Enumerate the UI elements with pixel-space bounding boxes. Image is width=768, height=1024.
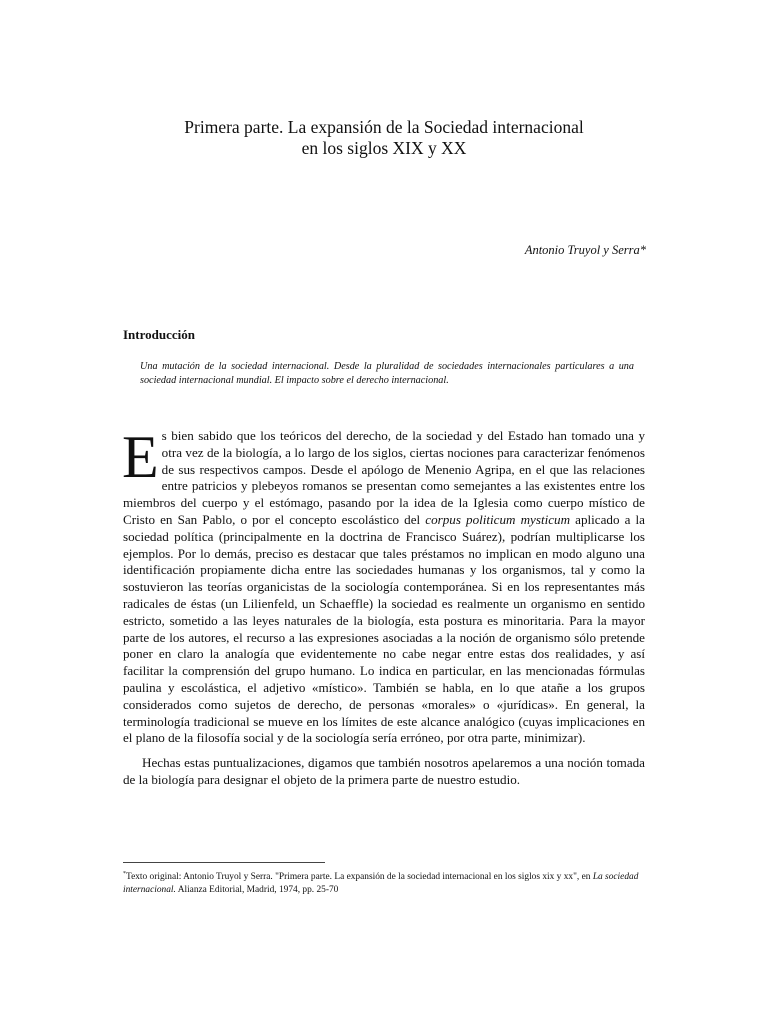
title-line-1: Primera parte. La expansión de la Sociedad internacional <box>184 117 584 137</box>
section-abstract: Una mutación de la sociedad internacional. Desde la pluralidad de sociedades internacionales particulares a una sociedad internacional mundial. El impacto sobre el derecho internacional. <box>140 361 634 386</box>
footnote-divider <box>123 862 325 863</box>
author-name: Antonio Truyol y Serra* <box>524 243 646 257</box>
page-title <box>0 117 768 159</box>
section-heading-introduccion: Introducción <box>123 327 195 342</box>
footnote-marker: * <box>123 871 126 877</box>
body-paragraph-1 <box>122 424 645 747</box>
body-paragraph-2: Hechas estas puntualizaciones, digamos que también nosotros apelaremos a una noción tomada de la biología para designar el objeto de la primera parte de nuestro estudio. <box>123 755 645 787</box>
body-paragraph-1-text-a: s bien sabido que los teóricos del derecho, de la sociedad y del Estado han tomado una y otra vez de la biología, a lo largo de los siglos, ciertas nociones para caracterizar fenómenos de sus respectivos campos. Desde el apólogo de Menenio Agripa, en el que las relaciones entre patricios y plebeyos romanos se presentan como semejantes a las existentes entre los miembros del cuerpo y el estómago, pasando por la idea de la Iglesia como cuerpo místico de Cristo en San Pablo, o por el concepto escolástico del <box>123 428 645 527</box>
footnote <box>123 868 645 896</box>
title-line-2: en los siglos XIX y XX <box>301 138 467 158</box>
footnote-book-title: La sociedad internacional. <box>123 872 639 895</box>
drop-cap: E <box>122 424 159 490</box>
body-paragraph-1-text-b: aplicado a la sociedad política (principalmente en la doctrina de Francisco Suárez), podrían multiplicarse los ejemplos. Por lo demás, preciso es destacar que tales préstamos no implican en modo alguno una identificación propiamente dicha entre las sociedades humanas y los organismos, tal y como la sostuvieron las teorías organicistas de la sociología contemporánea. Si en los representantes más radicales de éstas (un Lilienfeld, un Schaeffle) la sociedad es realmente un organismo en sentido estricto, sometido a las leyes naturales de la biología, esta postura es minoritaria. Para la mayor parte de los autores, el recurso a las expresiones asociadas a la noción de organismo sólo pretende poner en claro la analogía que evidentemente no cabe negar entre estas dos realidades, y así facilitar la comprensión del grupo humano. Lo indica en particular, en las mencionadas fórmulas paulina y escolástica, el adjetivo «místico». También se habla, en lo que atañe a los grupos considerados como sujetos de derecho, de personas «morales» o «jurídicas». En general, la terminología tradicional se mueve en los límites de este alcance analógico (cuyas implicaciones en el plano de la filosofía social y de la sociología sería erróneo, por otra parte, minimizar). <box>123 511 645 746</box>
body-text <box>122 424 645 789</box>
latin-term: corpus politicum mysticum <box>425 511 571 527</box>
footnote-text-a: Texto original: Antonio Truyol y Serra. "Primera parte. La expansión de la sociedad internacional en los siglos xix y xx", en <box>126 872 591 883</box>
footnote-text-b: Alianza Editorial, Madrid, 1974, pp. 25-70 <box>177 884 339 895</box>
